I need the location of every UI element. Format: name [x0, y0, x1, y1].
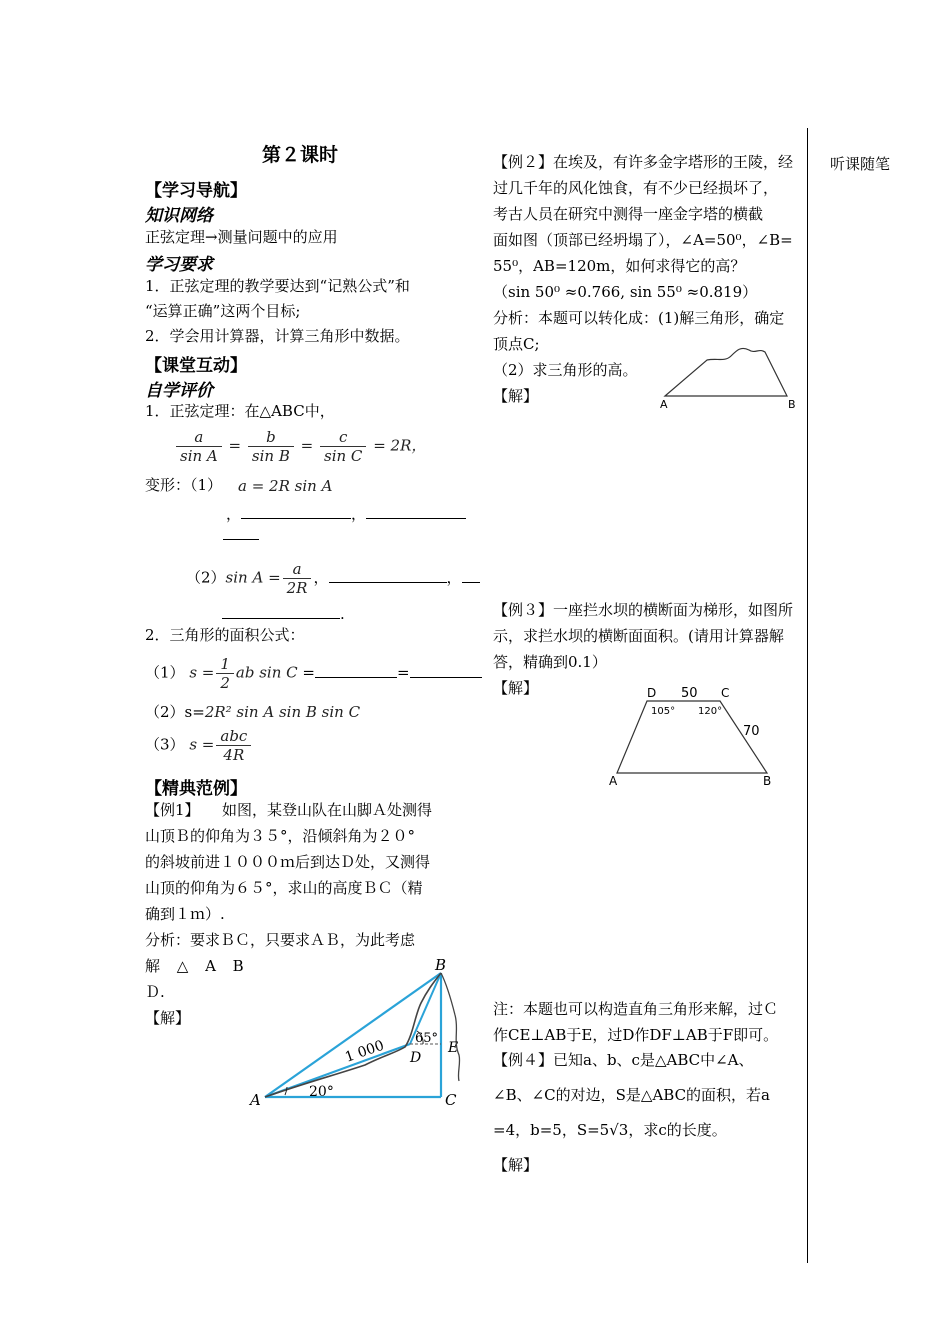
- blank[interactable]: [329, 568, 447, 583]
- ex1-analysis: Ｄ.: [145, 983, 165, 1001]
- area-1-rest: ab sin C: [235, 663, 298, 682]
- ex2-line: 考古人员在研究中测得一座金字塔的横截: [493, 205, 764, 223]
- label-angle-20: 20°: [309, 1084, 334, 1100]
- ex3-line: 【例３】一座拦水坝的横断面为梯形，如图所: [493, 601, 794, 619]
- area-3-lhs: s =: [189, 735, 215, 754]
- label-D: D: [410, 1050, 422, 1066]
- law-a: a: [176, 428, 222, 447]
- label-angle-D: 105°: [651, 706, 676, 717]
- transform-label: 变形：（1）: [145, 476, 223, 494]
- area-3-den: 4R: [223, 746, 245, 764]
- label-B: B: [788, 398, 796, 411]
- f2-num: a: [283, 560, 312, 579]
- area-3-num: abc: [216, 727, 251, 746]
- blank[interactable]: [241, 504, 351, 519]
- lesson-title: 第２课时: [262, 144, 339, 166]
- dam-figure: [605, 683, 780, 789]
- area-formula-2: [145, 701, 360, 723]
- item-1: 1．正弦定理：在△ABC中，: [145, 402, 335, 420]
- study-nav-heading: 【学习导航】: [145, 181, 247, 201]
- margin-divider: [807, 128, 808, 1263]
- ex2-line: （2）求三角形的高。: [493, 361, 638, 379]
- ex1-line: 山顶Ｂ的仰角为３５°，沿倾斜角为２０°: [145, 827, 416, 845]
- f2-den: 2R: [286, 579, 308, 597]
- ex2-line: 面如图（顶部已经坍塌了），∠A=50⁰，∠B=: [493, 231, 793, 249]
- eq-2: =: [300, 436, 314, 455]
- ex2-line: 分析：本题可以转化成：(1)解三角形，确定: [493, 309, 785, 327]
- pyramid-outline: [665, 348, 787, 396]
- law-of-sines: [174, 428, 426, 465]
- ex1-analysis: 分析：要求ＢＣ，只要求ＡＢ，为此考虑: [145, 931, 416, 949]
- transform-2-label: （2）: [186, 568, 226, 587]
- ex2-line: 顶点C;: [493, 335, 540, 353]
- knowledge-net-heading: 知识网络: [145, 206, 213, 226]
- transform-2: （2）sin A = $\frac{a}{2R}$ ， ，: [186, 560, 480, 597]
- ex4-solution: 【解】: [493, 1156, 539, 1174]
- ex3-line: 示，求拦水坝的横断面面积。(请用计算器解: [493, 627, 784, 645]
- ex2-solution: 【解】: [493, 387, 539, 405]
- ex1-solution: 【解】: [145, 1009, 191, 1027]
- blank[interactable]: [315, 663, 397, 678]
- ex4-line: =4，b=5，S=5√3，求c的长度。: [493, 1121, 727, 1139]
- ex4-line: 【例４】已知a、b、c是△ABC中∠A、: [493, 1051, 754, 1069]
- area-formula-3: [145, 727, 253, 764]
- law-sinC: sin C: [324, 447, 363, 465]
- requirement-1b: “运算正确”这两个目标;: [145, 302, 301, 320]
- note-line: 注：本题也可以构造直角三角形来解，过Ｃ: [493, 1000, 779, 1018]
- ex2-line: 55⁰，AB=120m，如何求得它的高？: [493, 257, 746, 275]
- examples-heading: 【精典范例】: [145, 779, 247, 799]
- area-1-num: 1: [216, 655, 234, 674]
- label-A: A: [660, 398, 668, 411]
- knowledge-flow: 正弦定理→测量问题中的应用: [145, 228, 338, 246]
- margin-note: 听课随笔: [830, 155, 891, 173]
- mountain-back: [441, 973, 460, 1081]
- area-formula-1: [145, 655, 482, 692]
- area-1-eq2: =: [397, 663, 410, 682]
- label-A: A: [609, 774, 618, 788]
- law-sinB: sin B: [251, 447, 290, 465]
- ex2-line: 【例２】在埃及，有许多金字塔形的王陵，经: [493, 153, 794, 171]
- label-distance: 1 000: [343, 1037, 387, 1066]
- ex3-solution: 【解】: [493, 679, 539, 697]
- ex2-line: 过几千年的风化蚀食，有不少已经损坏了，: [493, 179, 779, 197]
- ex2-line: （sin 50⁰ ≈0.766, sin 55⁰ ≈0.819）: [493, 283, 758, 301]
- requirement-1a: 1．正弦定理的教学要达到“记熟公式”和: [145, 277, 410, 295]
- area-1-label: （1）: [145, 663, 185, 682]
- label-side-length: 70: [743, 724, 760, 739]
- law-c: c: [320, 428, 366, 447]
- blank-row-2: .: [222, 603, 345, 625]
- example-4: [493, 1043, 770, 1183]
- transform-1: a = 2R sin A: [238, 477, 333, 495]
- label-angle-C: 120°: [698, 706, 723, 717]
- law-2R: = 2R，: [373, 436, 427, 455]
- eq-1: =: [228, 436, 242, 455]
- blank[interactable]: [223, 539, 259, 540]
- class-interact-heading: 【课堂互动】: [145, 356, 247, 376]
- area-2-label: （2）s=: [145, 703, 205, 721]
- note-line: 作CE⊥AB于E，过D作DF⊥AB于F即可。: [493, 1026, 779, 1044]
- label-C: C: [721, 686, 730, 700]
- ex1-line: 【例1】 如图，某登山队在山脚Ａ处测得: [145, 801, 433, 819]
- area-3-label: （3）: [145, 735, 185, 754]
- label-C: C: [445, 1091, 457, 1109]
- label-E: E: [448, 1040, 459, 1056]
- blank[interactable]: [366, 504, 466, 519]
- law-b: b: [248, 428, 294, 447]
- note: [493, 996, 778, 1048]
- blank[interactable]: [410, 663, 482, 678]
- ex1-line: 的斜坡前进１０００ｍ后到达Ｄ处，又测得: [145, 853, 431, 871]
- area-2-expr: 2R² sin A sin B sin C: [204, 703, 361, 721]
- law-sinA: sin A: [180, 447, 218, 465]
- label-A: A: [250, 1091, 261, 1109]
- requirement-2: 2．学会用计算器，计算三角形中数据。: [145, 327, 410, 345]
- ex3-line: 答，精确到0.1）: [493, 653, 607, 671]
- label-D: D: [647, 686, 657, 700]
- blank-row-1: ， ，: [226, 503, 466, 525]
- self-eval-heading: 自学评价: [145, 381, 213, 401]
- blank[interactable]: [462, 568, 480, 583]
- ex1-line: 山顶的仰角为６５°，求山的高度ＢＣ（精: [145, 879, 423, 897]
- area-1-den: 2: [220, 674, 230, 692]
- label-top-length: 50: [681, 686, 698, 701]
- label-angle-65: 65°: [415, 1031, 439, 1046]
- ex1-line: 确到１ｍ）.: [145, 905, 225, 923]
- ex1-analysis: 解 △ A B: [145, 957, 244, 975]
- pyramid-figure: [655, 340, 805, 412]
- area-1-lhs: s =: [189, 663, 215, 682]
- label-B: B: [435, 956, 447, 974]
- item-2: 2．三角形的面积公式：: [145, 626, 305, 644]
- area-1-eq1: =: [302, 663, 315, 682]
- ex4-line: ∠B、∠C的对边，S是△ABC的面积，若a: [493, 1086, 771, 1104]
- label-B: B: [763, 774, 772, 788]
- transform-2-lhs: sin A =: [225, 568, 281, 587]
- mountain-figure: [245, 955, 475, 1115]
- requirements-heading: 学习要求: [145, 255, 213, 275]
- blank[interactable]: [222, 604, 340, 619]
